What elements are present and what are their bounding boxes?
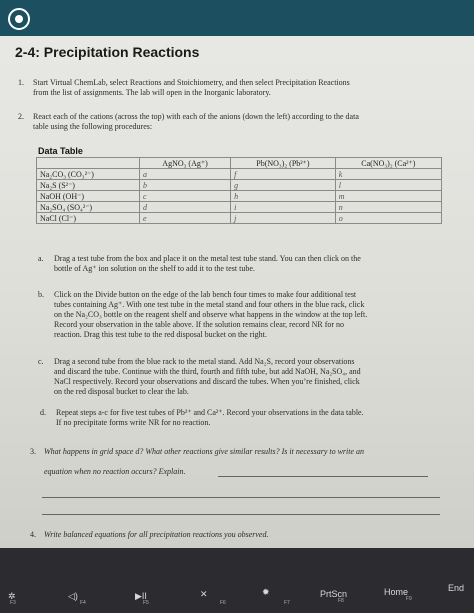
question-4-text: Write balanced equations for all precipitation reactions you observed. [44, 530, 269, 539]
header-bar [0, 0, 474, 36]
step-1-text [33, 78, 453, 98]
key-f9-label: F9 [406, 596, 412, 602]
key-f8-label: F8 [338, 598, 344, 604]
step-1-line-2: from the list of assignments. The lab will open in the Inorganic laboratory. [33, 88, 271, 97]
table-row [37, 191, 442, 202]
key-prtscn-label: PrtScn [320, 589, 348, 599]
header-cell-agno3: AgNO₃ (Ag⁺) [140, 158, 231, 169]
answer-line[interactable] [218, 476, 428, 477]
grid-cell[interactable]: l [335, 180, 441, 191]
app-logo-icon [8, 8, 30, 30]
grid-cell[interactable]: d [140, 202, 231, 213]
table-row [37, 169, 442, 180]
brightness-up-icon: ✹ [262, 587, 270, 597]
grid-cell[interactable]: a [140, 169, 231, 180]
table-row [37, 213, 442, 224]
table-row [37, 202, 442, 213]
procedure-c-line-1: Drag a second tube from the blue rack to the metal stand. Add Na₂S, record your observations [54, 357, 355, 366]
key-f4-label: F4 [80, 600, 86, 606]
procedure-a-text [54, 254, 454, 274]
procedure-b-label: b. [38, 290, 44, 299]
procedure-c-line-2: and discard the tube. Continue with the third, fourth and fifth tube, but add NaOH, Na₂SO₄, and [54, 367, 361, 376]
procedure-d-line-1: Repeat steps a-c for five test tubes of Pb²⁺ and Ca²⁺. Record your observations in the data table. [56, 408, 364, 417]
key-f6-label: F6 [220, 600, 226, 606]
procedure-c-text [54, 357, 454, 397]
step-2-number: 2. [18, 112, 24, 121]
keyboard-function-row [0, 548, 474, 613]
key-home[interactable] [384, 582, 412, 602]
grid-cell[interactable]: c [140, 191, 231, 202]
key-end-label: End [448, 583, 465, 593]
question-4-number: 4. [30, 530, 36, 539]
key-f3-label: F3 [10, 600, 16, 606]
step-2-text [33, 112, 453, 132]
key-f5-label: F5 [143, 600, 149, 606]
procedure-c-label: c. [38, 357, 44, 366]
key-f7[interactable] [262, 582, 290, 606]
grid-cell[interactable]: j [231, 213, 336, 224]
procedure-c-line-3: NaCl respectively. Record your observations and discard the tubes. When you’re finished, click [54, 377, 360, 386]
answer-line[interactable] [42, 497, 440, 498]
mic-mute-icon: ✕ [200, 589, 208, 599]
procedure-c-line-4: on the red disposal bucket to clear the lab. [54, 387, 189, 396]
anion-label: Na₂SO₄ (SO₄²⁻) [37, 202, 140, 213]
grid-cell[interactable]: m [335, 191, 441, 202]
step-2-line-1: React each of the cations (across the top) with each of the anions (down the left) according to the data [33, 112, 359, 121]
procedure-a-label: a. [38, 254, 44, 263]
procedure-a-line-2: bottle of Ag⁺ ion solution on the shelf to add it to the test tube. [54, 264, 255, 273]
key-f7-label: F7 [284, 600, 290, 606]
procedure-d-line-2: If no precipitate forms write NR for no reaction. [56, 418, 211, 427]
procedure-d-label: d. [40, 408, 46, 417]
procedure-b-text [54, 290, 454, 340]
play-pause-icon: ▶II [135, 591, 147, 601]
data-table-header-row [37, 158, 442, 169]
key-f5[interactable] [135, 586, 147, 604]
procedure-b-line-1: Click on the Divide button on the edge of the lab bench four times to make four additional test [54, 290, 357, 299]
procedure-a-line-1: Drag a test tube from the box and place it on the metal test tube stand. You can then click on the [54, 254, 361, 263]
anion-label: NaCl (Cl⁻) [37, 213, 140, 224]
key-f4[interactable] [68, 586, 86, 606]
question-3-number: 3. [30, 447, 36, 456]
grid-cell[interactable]: i [231, 202, 336, 213]
anion-label: Na₂CO₃ (CO₃²⁻) [37, 169, 140, 180]
procedure-b-line-3: on the Na₂CO₃ bottle on the reagent shelf and observe what happens in the window at the top left. [54, 310, 368, 319]
procedure-d-text [56, 408, 456, 428]
grid-cell[interactable]: e [140, 213, 231, 224]
procedure-b-line-2: tubes containing Ag⁺. With one test tube in the metal stand and four others in the blue rack, click [54, 300, 365, 309]
answer-line[interactable] [42, 514, 440, 515]
data-table [36, 157, 442, 224]
data-table-label: Data Table [38, 146, 83, 156]
grid-cell[interactable]: b [140, 180, 231, 191]
key-prtscn[interactable] [320, 584, 347, 602]
header-cell-pbno3: Pb(NO₃)₂ (Pb²⁺) [231, 158, 336, 169]
brightness-down-icon: ✲ [8, 591, 16, 601]
key-f3[interactable] [8, 586, 16, 604]
step-1-number: 1. [18, 78, 24, 87]
header-cell-cano3: Ca(NO₃)₂ (Ca²⁺) [335, 158, 441, 169]
page-title: 2-4: Precipitation Reactions [15, 44, 200, 60]
grid-cell[interactable]: h [231, 191, 336, 202]
table-row [37, 180, 442, 191]
question-3-line-1: What happens in grid space d? What other reactions give similar results? Is it necessary to write an [44, 447, 365, 456]
step-2-line-2: table using the following procedures: [33, 122, 153, 131]
key-end[interactable] [448, 578, 464, 596]
procedure-b-line-4: Record your observation in the table above. If the solution remains clear, record NR for no [54, 320, 345, 329]
volume-icon: ◁) [68, 591, 78, 601]
grid-cell[interactable]: o [335, 213, 441, 224]
anion-label: NaOH (OH⁻) [37, 191, 140, 202]
key-home-label: Home [384, 587, 409, 597]
key-f6[interactable] [200, 584, 226, 606]
grid-cell[interactable]: k [335, 169, 441, 180]
grid-cell[interactable]: n [335, 202, 441, 213]
grid-cell[interactable]: f [231, 169, 336, 180]
anion-label: Na₂S (S²⁻) [37, 180, 140, 191]
header-cell-empty [37, 158, 140, 169]
step-1-line-1: Start Virtual ChemLab, select Reactions and Stoichiometry, and then select Precipitation Reactions [33, 78, 350, 87]
grid-cell[interactable]: g [231, 180, 336, 191]
question-3-text [44, 447, 454, 477]
question-3-line-2: equation when no reaction occurs? Explain. [44, 467, 186, 476]
procedure-b-line-5: reaction. Drag this test tube to the red disposal bucket on the right. [54, 330, 267, 339]
